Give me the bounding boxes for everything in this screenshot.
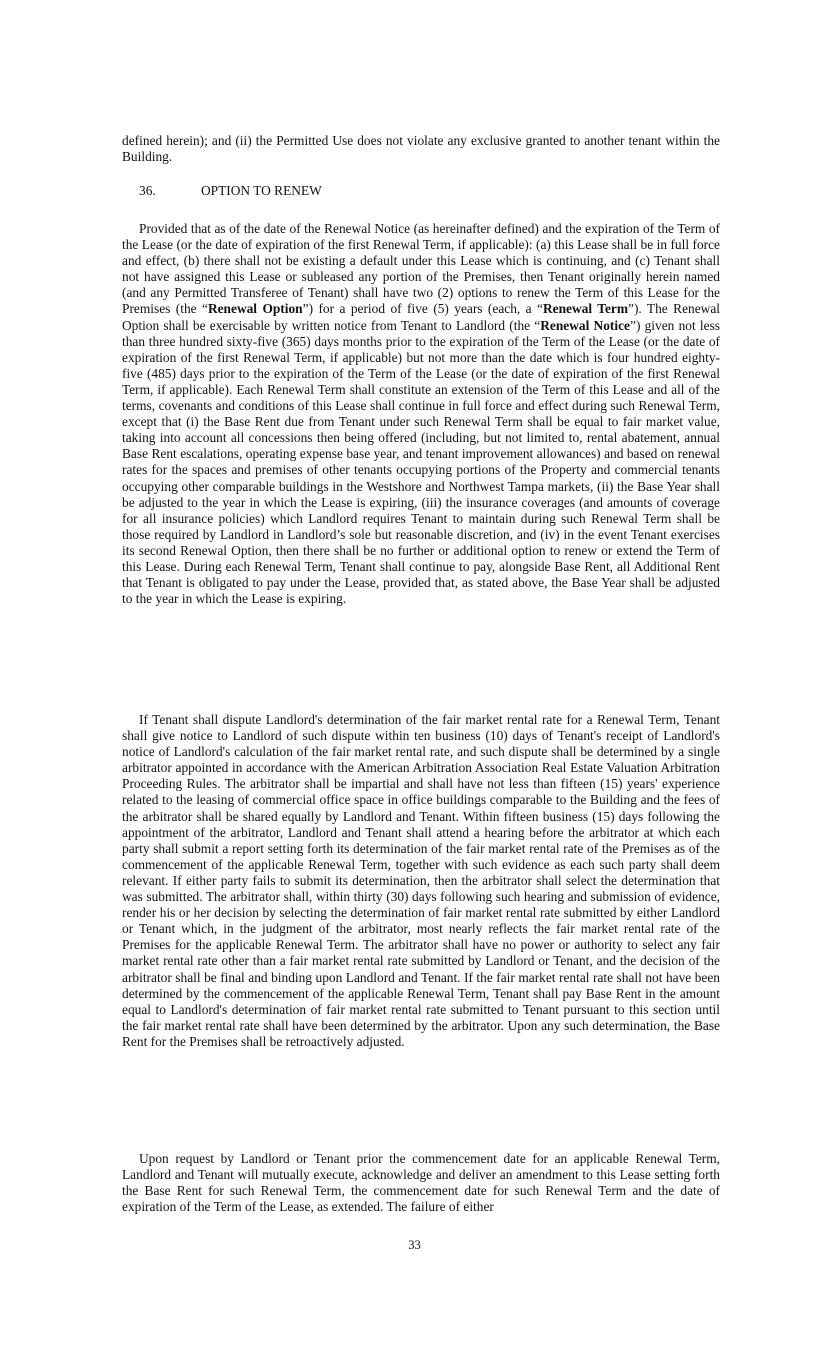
renewal-option-paragraph xyxy=(122,221,720,607)
section-title: OPTION TO RENEW xyxy=(201,183,322,198)
section-number: 36. xyxy=(139,183,156,198)
paragraph-text: ”) given not less than three hundred sixty-five (365) days months prior to the expiration of the Term of the Lease (or the date of expiration of the first Renewal Term, if applicable) but not more than the date which is four hundred eighty-five (485) days prior to the expiration of the Term of the Lease (or the date of expiration of the first Renewal Term, if applicable). Each Renewal Term shall constitute an extension of the Term of this Lease and all of the terms, covenants and conditions of this Lease shall continue in full force and effect during such Renewal Term, except that (i) the Base Rent due from Tenant under such Renewal Term shall be equal to fair market value, taking into account all concessions then being offered (including, but not limited to, rental abatement, annual Base Rent escalations, operating expense base year, and tenant improvement allowances) and based on renewal rates for the spaces and premises of other tenants occupying portions of the Property and commercial tenants occupying other comparable buildings in the Westshore and Northwest Tampa markets, (ii) the Base Year shall be adjusted to the year in which the Lease is expiring, (iii) the insurance coverages (and amounts of coverage for all insurance policies) which Landlord requires Tenant to maintain during such Renewal Term shall be those required by Landlord in Landlord’s sole but reasonable discretion, and (iv) in the event Tenant exercises its second Renewal Option, then there shall be no further or additional option to renew or extend the Term of this Lease. During each Renewal Term, Tenant shall continue to pay, alongside Base Rent, all Additional Rent that Tenant is obligated to pay under the Lease, provided that, as stated above, the Base Year shall be adjusted to the year in which the Lease is expiring. xyxy=(122,317,720,607)
amendment-paragraph: Upon request by Landlord or Tenant prior the commencement date for an applicable Renewal Term, Landlord and Tenant will mutually execute, acknowledge and deliver an amendment to this Lease setting forth the Base Rent for such Renewal Term, the commencement date for such Renewal Term and the date of expiration of the Term of the Lease, as extended. The failure of either xyxy=(122,1151,720,1215)
defined-term-renewal-term: Renewal Term xyxy=(542,301,628,317)
intro-paragraph: defined herein); and (ii) the Permitted Use does not violate any exclusive granted to another tenant within the Building. xyxy=(122,133,720,165)
defined-term-renewal-notice: Renewal Notice xyxy=(540,317,630,333)
paragraph-text: ”) for a period of five (5) years (each, a “ xyxy=(302,301,543,317)
paragraph-text: Provided that as of the date of the Renewal Notice (as hereinafter defined) and the expiration of the Term of the Lease (or the date of expiration of the first Renewal Term, if applicable): (a) this Lease shall be in full force and effect, (b) there shall not be existing a default under this Lease which is continuing, and (c) Tenant shall not have assigned this Lease or subleased any portion of the Premises, then Tenant originally herein named (and any Permitted Transferee of Tenant) shall have two (2) options to renew the Term of this Lease for the Premises (the “ xyxy=(122,221,720,317)
page-number: 33 xyxy=(408,1238,421,1252)
paragraph-text: ”). The Renewal Option shall be exercisable by written notice from Tenant to Landlord (the “ xyxy=(122,301,720,333)
defined-term-renewal-option: Renewal Option xyxy=(207,301,303,317)
dispute-paragraph: If Tenant shall dispute Landlord's determination of the fair market rental rate for a Renewal Term, Tenant shall give notice to Landlord of such dispute within ten business (10) days of Tenant's receipt of Landlord's notice of Landlord's calculation of the fair market rental rate, and such dispute shall be determined by a single arbitrator appointed in accordance with the American Arbitration Association Real Estate Valuation Arbitration Proceeding Rules. The arbitrator shall be impartial and shall have not less than fifteen (15) years' experience related to the leasing of commercial office space in office buildings comparable to the Building and the fees of the arbitrator shall be shared equally by Landlord and Tenant. Within fifteen business (15) days following the appointment of the arbitrator, Landlord and Tenant shall attend a hearing before the arbitrator at which each party shall submit a report setting forth its determination of the fair market rental rate of the Premises as of the commencement of the applicable Renewal Term, together with such evidence as each such party shall deem relevant. If either party fails to submit its determination, then the arbitrator shall select the determination that was submitted. The arbitrator shall, within thirty (30) days following such hearing and submission of evidence, render his or her decision by selecting the determination of fair market rental rate submitted by either Landlord or Tenant which, in the judgment of the arbitrator, most nearly reflects the fair market rental rate of the Premises for the applicable Renewal Term. The arbitrator shall have no power or authority to select any fair market rental rate other than a fair market rental rate submitted by Landlord or Tenant, and the decision of the arbitrator shall be final and binding upon Landlord and Tenant. If the fair market rental rate shall not have been determined by the commencement of the applicable Renewal Term, Tenant shall pay Base Rent in the amount equal to Landlord's determination of fair market rental rate submitted to Tenant pursuant to this section until the fair market rental rate shall have been determined by the arbitrator. Upon any such determination, the Base Rent for the Premises shall be retroactively adjusted. xyxy=(122,712,720,1049)
section-heading xyxy=(139,183,322,199)
